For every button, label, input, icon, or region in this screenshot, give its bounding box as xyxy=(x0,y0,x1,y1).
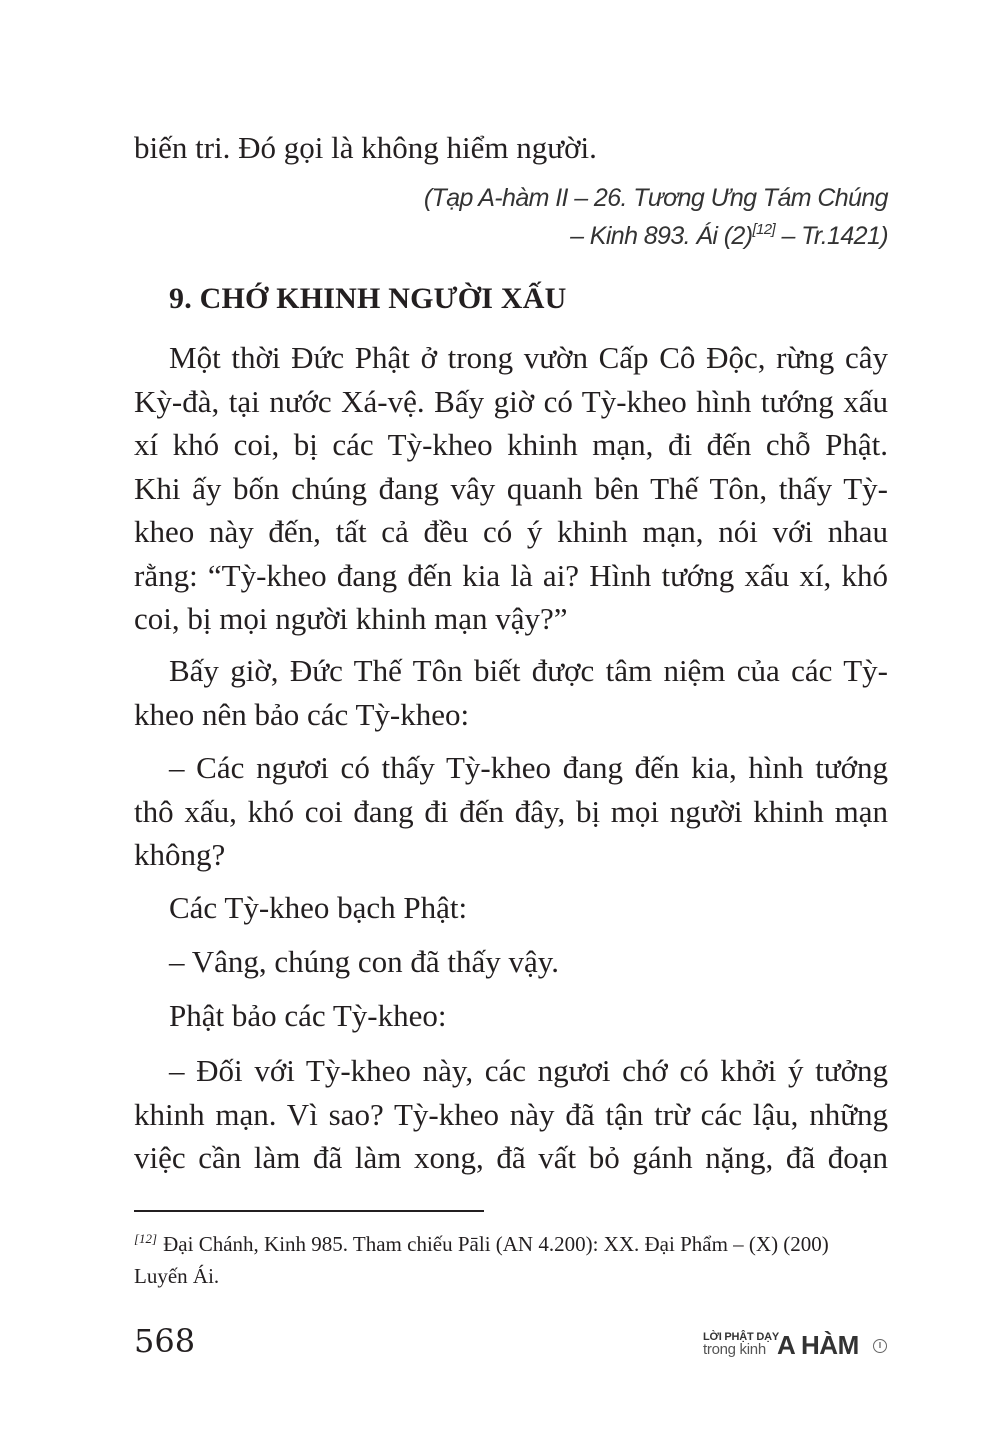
body-line: xí khó coi, bị các Tỳ-kheo khinh mạn, đi đến chỗ Phật. xyxy=(134,427,888,462)
logo-line-1: LỜI PHẬT DẠY xyxy=(703,1331,780,1343)
paragraph xyxy=(134,886,888,930)
body-line: – Đối với Tỳ-kheo này, các ngươi chớ có khởi ý tưởng xyxy=(169,1053,888,1088)
footnote-line-1 xyxy=(134,1228,888,1260)
body-line: Bấy giờ, Đức Thế Tôn biết được tâm niệm của các Tỳ- xyxy=(169,653,888,688)
paragraph xyxy=(134,336,888,641)
body-line: biến tri. Đó gọi là không hiểm người. xyxy=(134,130,597,165)
citation-line-1: (Tạp A-hàm II – 26. Tương Ưng Tám Chúng xyxy=(423,184,888,212)
footnote-text: Đại Chánh, Kinh 985. Tham chiếu Pāli (AN 4.200): XX. Đại Phẩm – (X) (200) xyxy=(163,1232,829,1256)
footnote xyxy=(134,1228,888,1292)
body-line: khinh mạn. Vì sao? Tỳ-kheo này đã tận trừ các lậu, những xyxy=(134,1096,888,1132)
page-number: 568 xyxy=(134,1322,196,1360)
body-line: rằng: “Tỳ-kheo đang đến kia là ai? Hình tướng xấu xí, khó xyxy=(134,557,888,593)
section-heading: 9. CHỚ KHINH NGƯỜI XẤU xyxy=(169,282,567,315)
body-line: Kỳ-đà, tại nước Xá-vệ. Bấy giờ có Tỳ-kheo hình tướng xấu xyxy=(134,383,888,419)
body-line: Một thời Đức Phật ở trong vườn Cấp Cô Độc, rừng cây xyxy=(169,340,888,375)
footnote-reference[interactable]: [12] xyxy=(752,221,776,238)
body-line: Phật bảo các Tỳ-kheo: xyxy=(169,998,447,1033)
body-line: – Các ngươi có thấy Tỳ-kheo đang đến kia, hình tướng xyxy=(169,750,888,785)
paragraph xyxy=(134,746,888,877)
intro-text xyxy=(134,126,888,170)
logo-line-2: trong kinh xyxy=(703,1341,766,1358)
citation xyxy=(134,179,888,255)
footnote-marker: [12] xyxy=(134,1231,158,1246)
body-line: Các Tỳ-kheo bạch Phật: xyxy=(169,890,468,925)
body-line: – Vâng, chúng con đã thấy vậy. xyxy=(169,944,559,979)
body-line: kheo này đến, tất cả đều có ý khinh mạn, nói với nhau xyxy=(134,514,888,549)
citation-page: – Tr.1421) xyxy=(775,222,888,250)
logo-title: A HÀM xyxy=(777,1330,859,1360)
book-logo xyxy=(703,1331,893,1361)
paragraph xyxy=(134,994,888,1038)
volume-badge-icon: I xyxy=(873,1339,887,1353)
footnote-line-2: Luyến Ái. xyxy=(134,1264,220,1288)
citation-line-2 xyxy=(134,217,888,255)
body-line: kheo nên bảo các Tỳ-kheo: xyxy=(134,696,470,732)
body-line: coi, bị mọi người khinh mạn vậy?” xyxy=(134,601,568,636)
citation-text: – Kinh 893. Ái (2) xyxy=(570,222,753,250)
paragraph xyxy=(134,1049,888,1180)
paragraph xyxy=(134,649,888,736)
paragraph xyxy=(134,940,888,984)
body-line: Khi ấy bốn chúng đang vây quanh bên Thế Tôn, thấy Tỳ- xyxy=(134,470,888,506)
footnote-divider xyxy=(134,1210,484,1212)
body-line: việc cần làm đã làm xong, đã vất bỏ gánh nặng, đã đoạn xyxy=(134,1140,888,1175)
body-line: không? xyxy=(134,837,226,872)
body-line: thô xấu, khó coi đang đi đến đây, bị mọi người khinh mạn xyxy=(134,793,888,829)
